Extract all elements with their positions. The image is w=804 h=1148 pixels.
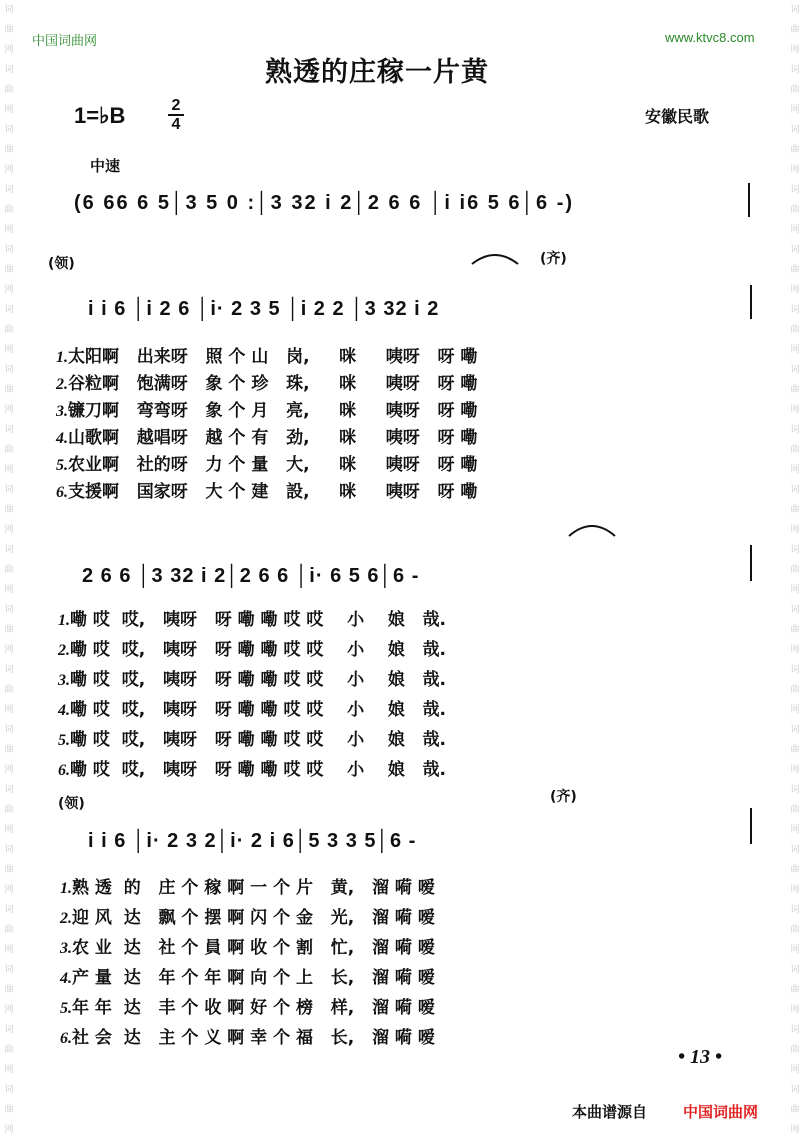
verse-number: 1. <box>58 612 70 629</box>
barline <box>748 183 750 217</box>
verse-number: 5. <box>56 457 68 474</box>
lyric-line <box>60 1023 435 1048</box>
verse-number: 6. <box>58 762 70 779</box>
site-name-top-left[interactable]: 中国词曲网 <box>32 34 98 49</box>
verse-text: 山歌啊 越唱呀 越 个 有 劲, 咪 咦呀 呀 嘞 <box>68 428 478 448</box>
song-origin: 安徽民歌 <box>645 107 710 126</box>
slur-mark <box>470 250 520 266</box>
song-title: 熟透的庄稼一片黄 <box>265 57 489 88</box>
barline <box>750 545 752 581</box>
lyric-line <box>60 933 435 958</box>
verse-text: 年 年 达 丰 个 收 啊 好 个 榜 样, 溜 嗬 嗳 <box>72 998 435 1018</box>
verse-text: 农 业 达 社 个 員 啊 收 个 割 忙, 溜 嗬 嗳 <box>72 938 435 958</box>
source-label: 本曲谱源自 <box>572 1103 648 1121</box>
lyric-line <box>60 903 435 928</box>
verse-text: 支援啊 国家呀 大 个 建 設, 咪 咦呀 呀 嘞 <box>68 482 478 502</box>
slur-mark <box>567 520 617 538</box>
tempo-marking: 中速 <box>90 157 121 175</box>
lyric-line <box>56 450 477 475</box>
lyric-line <box>60 963 435 988</box>
verse-number: 2. <box>60 910 72 927</box>
lead-label: (领) <box>58 796 85 812</box>
page-number: • 13 • <box>678 1046 723 1068</box>
verse-number: 2. <box>58 642 70 659</box>
melody-line-2: 2 6 6 │3 32 i 2│2 6 6 │i· 6 5 6│6 - <box>82 565 420 587</box>
verse-text: 嘞 哎 哎, 咦呀 呀 嘞 嘞 哎 哎 小 娘 哉. <box>70 670 446 690</box>
time-signature <box>168 98 184 132</box>
lyric-line <box>58 605 446 630</box>
source-site-link[interactable]: 中国词曲网 <box>683 1103 759 1121</box>
unison-label: (齐) <box>550 789 577 805</box>
verse-text: 产 量 达 年 个 年 啊 向 个 上 长, 溜 嗬 嗳 <box>72 968 435 988</box>
lyric-line <box>56 477 477 502</box>
lyric-line <box>56 423 477 448</box>
verse-number: 4. <box>60 970 72 987</box>
lyric-line <box>58 755 446 780</box>
verse-text: 迎 风 达 飘 个 摆 啊 闪 个 金 光, 溜 嗬 嗳 <box>72 908 435 928</box>
verse-number: 5. <box>58 732 70 749</box>
verse-text: 嘞 哎 哎, 咦呀 呀 嘞 嘞 哎 哎 小 娘 哉. <box>70 730 446 750</box>
lyric-line <box>56 396 477 421</box>
verse-text: 谷粒啊 饱满呀 象 个 珍 珠, 咪 咦呀 呀 嘞 <box>68 374 478 394</box>
melody-line-3: i i 6 │i· 2 3 2│i· 2 i 6│5 3 3 5│6 - <box>88 830 417 852</box>
lead-label: (领) <box>48 256 75 272</box>
lyric-line <box>56 342 477 367</box>
barline <box>750 808 752 844</box>
verse-text: 镰刀啊 弯弯呀 象 个 月 亮, 咪 咦呀 呀 嘞 <box>68 401 478 421</box>
verse-text: 嘞 哎 哎, 咦呀 呀 嘞 嘞 哎 哎 小 娘 哉. <box>70 610 446 630</box>
lyric-line <box>58 665 446 690</box>
verse-number: 3. <box>56 403 68 420</box>
verse-number: 1. <box>60 880 72 897</box>
meter-bottom: 4 <box>171 116 181 133</box>
lyric-line <box>58 695 446 720</box>
verse-text: 嘞 哎 哎, 咦呀 呀 嘞 嘞 哎 哎 小 娘 哉. <box>70 760 446 780</box>
site-url-top-right[interactable]: www.ktvc8.com <box>665 30 755 45</box>
lyric-line <box>58 635 446 660</box>
watermark-right: 词 曲 网 词 曲 网 词 曲 网 词 曲 网 词 曲 网 词 曲 网 词 曲 网 词 曲 网 词 曲 网 词 曲 网 词 曲 网 词 曲 网 词 曲 网 词 曲 网 词 曲 网 词 曲 网 词 曲 网 词 曲 网 词 曲 网 <box>790 5 800 1135</box>
verse-number: 4. <box>56 430 68 447</box>
unison-label: (齐) <box>540 251 567 267</box>
meter-top: 2 <box>171 97 181 114</box>
lyric-line <box>60 993 435 1018</box>
verse-number: 5. <box>60 1000 72 1017</box>
verse-text: 太阳啊 出来呀 照 个 山 岗, 咪 咦呀 呀 嘞 <box>68 347 478 367</box>
verse-text: 嘞 哎 哎, 咦呀 呀 嘞 嘞 哎 哎 小 娘 哉. <box>70 700 446 720</box>
verse-number: 2. <box>56 376 68 393</box>
verse-number: 6. <box>56 484 68 501</box>
verse-text: 社 会 达 主 个 义 啊 幸 个 福 长, 溜 嗬 嗳 <box>72 1028 435 1048</box>
barline <box>750 285 752 319</box>
verse-number: 6. <box>60 1030 72 1047</box>
lyric-line <box>58 725 446 750</box>
verse-number: 1. <box>56 349 68 366</box>
melody-line-1: i i 6 │i 2 6 │i· 2 3 5 │i 2 2 │3 32 i 2 <box>88 298 440 320</box>
key-signature: 1=♭B <box>74 103 126 128</box>
verse-number: 3. <box>58 672 70 689</box>
lyric-line <box>60 873 435 898</box>
intro-notes: (6 66 6 5│3 5 0 :│3 32 i 2│2 6 6 │i i6 5 6│6 -) <box>74 192 575 214</box>
verse-number: 4. <box>58 702 70 719</box>
verse-number: 3. <box>60 940 72 957</box>
verse-text: 嘞 哎 哎, 咦呀 呀 嘞 嘞 哎 哎 小 娘 哉. <box>70 640 446 660</box>
lyric-line <box>56 369 477 394</box>
verse-text: 农业啊 社的呀 力 个 量 大, 咪 咦呀 呀 嘞 <box>68 455 478 475</box>
watermark-left: 词 曲 网 词 曲 网 词 曲 网 词 曲 网 词 曲 网 词 曲 网 词 曲 网 词 曲 网 词 曲 网 词 曲 网 词 曲 网 词 曲 网 词 曲 网 词 曲 网 词 曲 网 词 曲 网 词 曲 网 词 曲 网 词 曲 网 <box>4 5 14 1135</box>
verse-text: 熟 透 的 庄 个 稼 啊 一 个 片 黄, 溜 嗬 嗳 <box>72 878 435 898</box>
